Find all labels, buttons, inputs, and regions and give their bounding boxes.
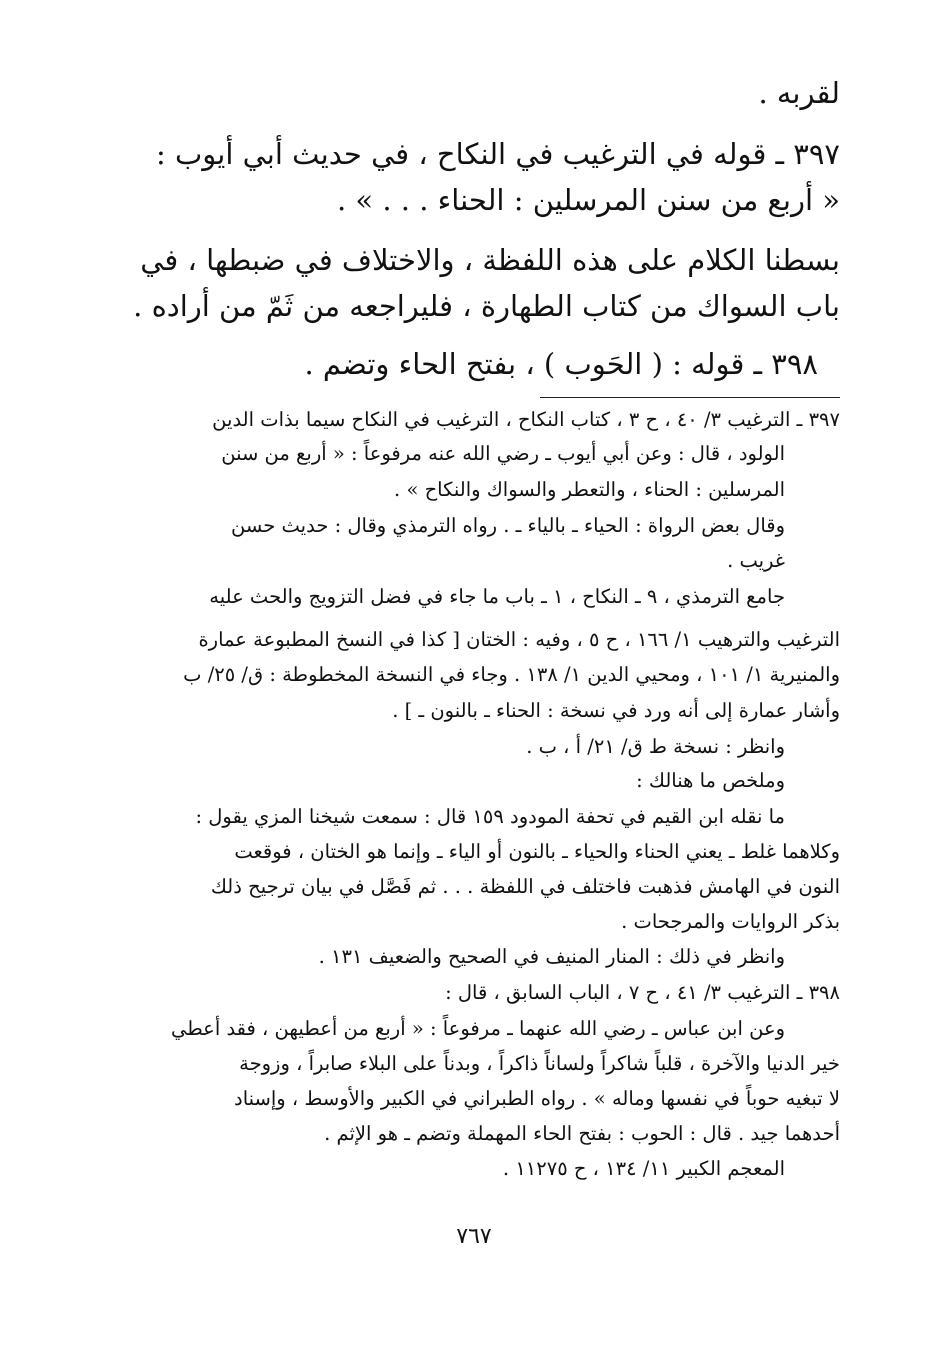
footnote-line: وملخص ما هنالك : [636,769,785,792]
footnote-line: جامع الترمذي ، ٩ ـ النكاح ، ١ ـ باب ما جاء في فضل التزويج والحث عليه [209,585,785,608]
footnote-line: وأشار عمارة إلى أنه ورد في نسخة : الحناء ـ بالنون ـ ] . [392,699,840,722]
footnote-line: وكلاهما غلط ـ يعني الحناء والحياء ـ بالنون أو الياء ـ وإنما هو الختان ، فوقعت [234,840,840,863]
footnote-line: وانظر في ذلك : المنار المنيف في الصحيح والضعيف ١٣١ . [318,945,785,968]
book-page [130,0,840,1358]
main-line: « أربع من سنن المرسلين : الحناء . . . » . [336,183,840,217]
footnote-line: وانظر : نسخة ط ق/ ٢١/ أ ، ب . [526,735,785,758]
footnote-line: ٣٩٨ ـ الترغيب ٣/ ٤١ ، ح ٧ ، الباب السابق ، قال : [445,981,840,1004]
footnote-line: خير الدنيا والآخرة ، قلباً شاكراً ولساناً ذاكراً ، وبدناً على البلاء صابراً ، وزوجة [239,1052,840,1075]
footnote-line: والمنيرية ١/ ١٠١ ، ومحيي الدين ١/ ١٣٨ . وجاء في النسخة المخطوطة : ق/ ٢٥/ ب [183,663,840,686]
page-number: ٧٦٧ [456,1224,492,1249]
footnote-separator [540,397,840,398]
main-line: باب السواك من كتاب الطهارة ، فليراجعه من ثَمّ من أراده . [133,289,840,323]
footnote-line: المرسلين : الحناء ، والتعطر والسواك والنكاح » . [394,478,785,501]
footnote-line: لا تبغيه حوباً في نفسها وماله » . رواه الطبراني في الكبير والأوسط ، وإسناد [234,1087,840,1110]
footnote-line: أحدهما جيد . قال : الحوب : بفتح الحاء المهملة وتضم ـ هو الإثم . [324,1122,840,1145]
footnote-line: الولود ، قال : وعن أبي أيوب ـ رضي الله عنه مرفوعاً : « أربع من سنن [221,442,785,465]
footnote-line: ما نقله ابن القيم في تحفة المودود ١٥٩ قال : سمعت شيخنا المزي يقول : [195,805,785,828]
main-line: ٣٩٨ ـ قوله : ( الحَوب ) ، بفتح الحاء وتضم . [304,347,818,381]
main-line: ٣٩٧ ـ قوله في الترغيب في النكاح ، في حديث أبي أيوب : [156,137,840,171]
footnote-line: ٣٩٧ ـ الترغيب ٣/ ٤٠ ، ح ٣ ، كتاب النكاح ، الترغيب في النكاح سيما بذات الدين [212,408,840,431]
footnote-line: وعن ابن عباس ـ رضي الله عنهما ـ مرفوعاً : « أربع من أعطيهن ، فقد أعطي [170,1017,785,1040]
main-line: بسطنا الكلام على هذه اللفظة ، والاختلاف في ضبطها ، في [140,243,840,277]
main-line: لقربه . [758,76,840,110]
footnote-line: وقال بعض الرواة : الحياء ـ بالياء ـ . رواه الترمذي وقال : حديث حسن [231,514,785,537]
footnote-line: المعجم الكبير ١١/ ١٣٤ ، ح ١١٢٧٥ . [502,1157,785,1180]
footnote-line: غريب . [727,549,785,572]
footnote-line: الترغيب والترهيب ١/ ١٦٦ ، ح ٥ ، وفيه : الختان [ كذا في النسخ المطبوعة عمارة [198,628,840,651]
footnote-line: النون في الهامش فذهبت فاختلف في اللفظة . . . ثم فَصَّل في بيان ترجيح ذلك [210,875,840,898]
footnote-line: بذكر الروايات والمرجحات . [621,910,840,933]
